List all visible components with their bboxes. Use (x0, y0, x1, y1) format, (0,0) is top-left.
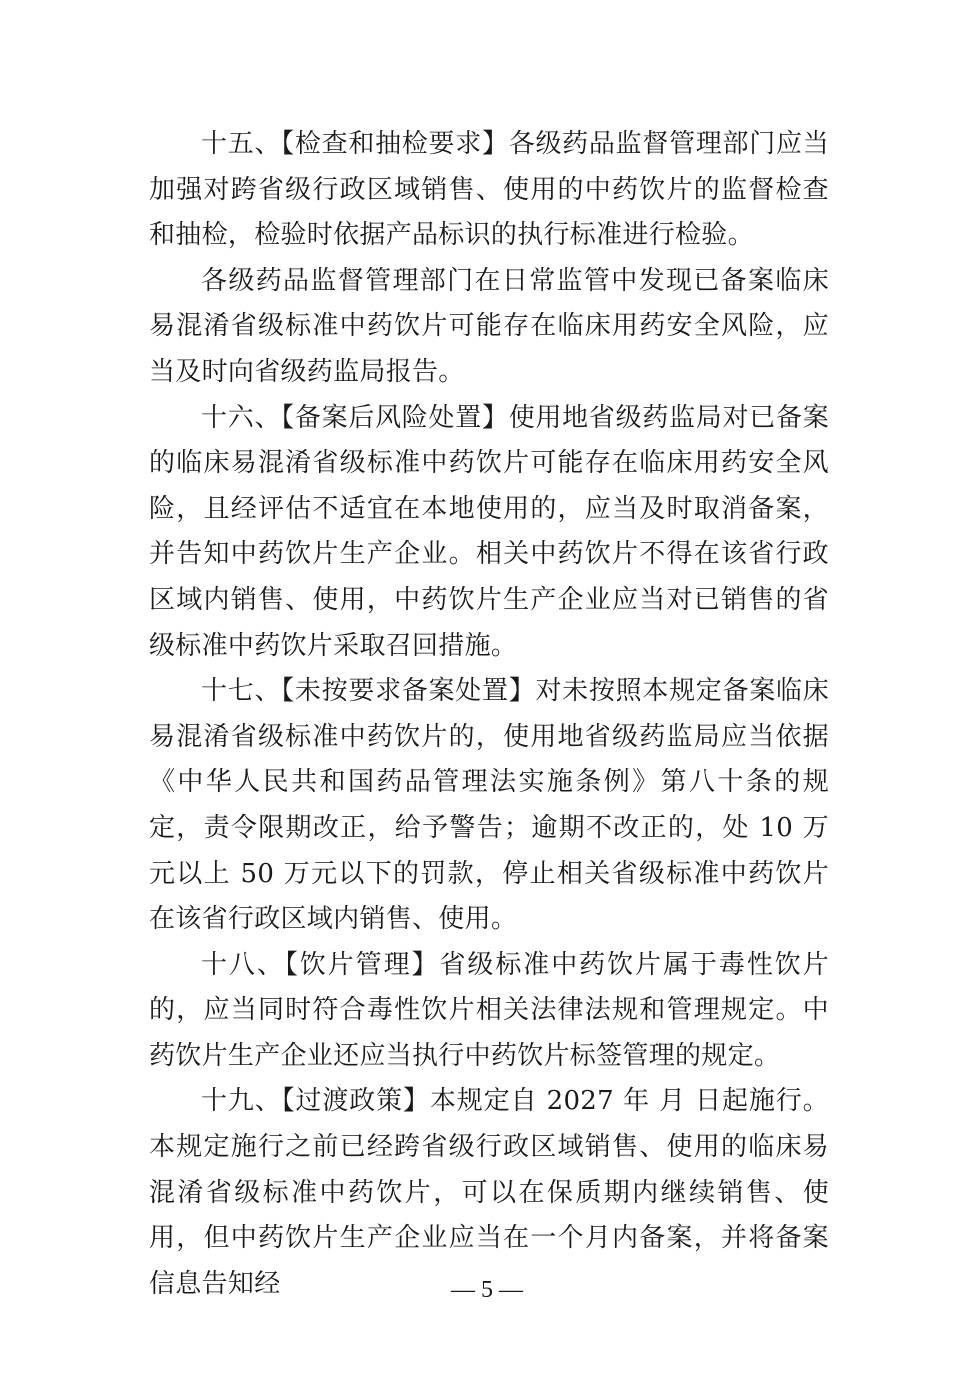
paragraph-19: 十九、【过渡政策】本规定自 2027 年 月 日起施行。本规定施行之前已经跨省级行政区域销售、使用的临床易混淆省级标准中药饮片，可以在保质期内继续销售、使用，但中药饮片生产企业应当在一个月内备案，并将备案信息告知经 (149, 1086, 829, 1299)
paragraph-15-continued: 各级药品监督管理部门在日常监管中发现已备案临床易混淆省级标准中药饮片可能存在临床用药安全风险，应当及时向省级药监局报告。 (149, 265, 829, 387)
paragraph-15: 十五、【检查和抽检要求】各级药品监督管理部门应当加强对跨省级行政区域销售、使用的中药饮片的监督检查和抽检，检验时依据产品标识的执行标准进行检验。 (149, 129, 829, 251)
paragraph-16: 十六、【备案后风险处置】使用地省级药监局对已备案的临床易混淆省级标准中药饮片可能存在临床用药安全风险，且经评估不适宜在本地使用的，应当及时取消备案，并告知中药饮片生产企业。相关中药饮片不得在该省行政区域内销售、使用，中药饮片生产企业应当对已销售的省级标准中药饮片采取召回措施。 (149, 402, 829, 661)
paragraph-18: 十八、【饮片管理】省级标准中药饮片属于毒性饮片的，应当同时符合毒性饮片相关法律法规和管理规定。中药饮片生产企业还应当执行中药饮片标签管理的规定。 (149, 949, 829, 1071)
paragraph-17: 十七、【未按要求备案处置】对未按照本规定备案临床易混淆省级标准中药饮片的，使用地省级药监局应当依据《中华人民共和国药品管理法实施条例》第八十条的规定，责令限期改正，给予警告；逾期不改正的，处 10 万元以上 50 万元以下的罚款，停止相关省级标准中药饮片在该省行政区域内销售、使用。 (149, 676, 829, 935)
document-body (149, 122, 829, 1307)
page-number: — 5 — (451, 1277, 523, 1303)
